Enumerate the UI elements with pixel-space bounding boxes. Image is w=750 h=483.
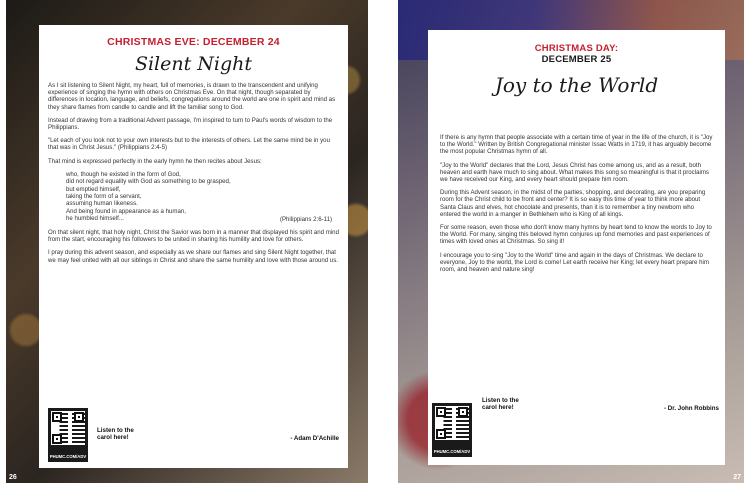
- page-number: 27: [733, 474, 741, 481]
- poem-line: who, though he existed in the form of God,: [66, 170, 181, 178]
- page-kicker: [428, 43, 725, 65]
- poem-line: but emptied himself,: [66, 185, 121, 193]
- left-page: [6, 0, 368, 483]
- qr-url: PHUMC.COM/ADV: [433, 449, 471, 454]
- poem-line: And being found in appearance as a human,: [66, 207, 186, 215]
- kicker-line: DECEMBER 25: [541, 54, 612, 65]
- paragraph: For some reason, even those who don't know many hymns by heart tend to know the words to Joy to the World. For many, singing this beloved hymn conjures up fond memories and past experiences of times with loved ones at Christmas. So sing it!: [440, 224, 712, 246]
- article-body: [48, 82, 340, 270]
- listen-callout: [482, 397, 519, 411]
- kicker-line: CHRISTMAS DAY:: [534, 43, 619, 54]
- right-content-card: [428, 30, 725, 465]
- qr-code[interactable]: [48, 408, 88, 462]
- paragraph: During this Advent season, in the midst of the parties, shopping, and decorating, are you preparing room for the Christ child to be front and center? It is so easy this time of year to think more about Santa Claus and elves, hot chocolate and presents, than it is to remember a tiny newborn who entered the world in a manger in Bethlehem who is King of all kings.: [440, 189, 706, 218]
- qr-finder-icon: [458, 407, 468, 417]
- qr-finder-icon: [436, 429, 446, 439]
- listen-line: Listen to the: [482, 397, 519, 404]
- qr-url: PHUMC.COM/ADV: [49, 454, 87, 459]
- hymn-title: Joy to the World: [494, 73, 659, 97]
- author-signature: - Dr. John Robbins: [664, 405, 719, 412]
- paragraph: Instead of drawing from a traditional Advent passage, I'm inspired to turn to Paul's words of wisdom to the Philippians.: [48, 116, 333, 132]
- poem-line: he humbled himself...: [66, 215, 124, 223]
- qr-finder-icon: [436, 407, 446, 417]
- paragraph: On that silent night, that holy night, Christ the Savior was born in a manner that displayed his spirit and mind from the start, encouraging his followers to be united in sharing his humility and love for others.: [48, 229, 339, 244]
- right-page: [398, 0, 744, 483]
- qr-finder-icon: [52, 412, 62, 422]
- paragraph: As I sit listening to Silent Night, my heart, full of memories, is drawn to the transcendent and unifying experience of singing the hymn with others on Christmas Eve. On that night, though separated by differences in location, language, and beliefs, congregations around the world are one in spirit and mind as they share flames from candle to candle and lift the familiar song to God.: [48, 82, 336, 111]
- paragraph: If there is any hymn that people associate with a certain time of year in the life of the church, it is "Joy to the World." Written by British Congregational minister Issac Watts in 1719, it has arguably become the most popular Christmas hymn of all.: [440, 134, 713, 156]
- page-number: 26: [9, 474, 17, 481]
- poem-citation: (Philippians 2:6-11): [279, 215, 332, 223]
- left-content-card: [39, 25, 348, 468]
- poem-line: taking the form of a servant,: [66, 193, 142, 201]
- listen-line: carol here!: [97, 434, 129, 441]
- article-body: [440, 134, 716, 279]
- paragraph: I pray during this advent season, and especially as we share our flames and sing Silent Night together, that we may feel united with all our siblings in Christ and share the same humility and love with those around us.: [48, 249, 338, 264]
- scripture-poem: [48, 171, 340, 223]
- qr-finder-icon: [52, 434, 62, 444]
- paragraph: "Let each of you look not to your own interests but to the interests of others. Let the same mind be in you that was in Christ Jesus." (Philippians 2:4-5): [48, 137, 330, 152]
- listen-line: carol here!: [482, 404, 514, 411]
- paragraph: "Joy to the World" declares that the Lord, Jesus Christ has come among us, and as a result, both heaven and earth have much to sing about. What makes this song so meaningful is that it proclaims we have received our King, and every heart should prepare him room.: [440, 161, 709, 184]
- poem-line: did not regard equality with God as something to be grasped,: [66, 178, 231, 186]
- listen-callout: [97, 427, 134, 441]
- paragraph: That mind is expressed perfectly in the early hymn he then recites about Jesus:: [48, 157, 262, 165]
- hymn-title: Silent Night: [134, 53, 253, 75]
- poem-line: assuming human likeness.: [66, 200, 138, 208]
- listen-line: Listen to the: [97, 427, 134, 434]
- page-kicker: CHRISTMAS EVE: DECEMBER 24: [107, 36, 280, 48]
- qr-finder-icon: [74, 412, 84, 422]
- paragraph: I encourage you to sing "Joy to the World" time and again in the days of Christmas. We declare to everyone, Joy to the world, the Lord is come! Let earth receive her King; let every heart prepare him room, and heaven and nature sing!: [440, 251, 709, 274]
- author-signature: - Adam D'Achille: [290, 435, 339, 442]
- qr-code[interactable]: [432, 403, 472, 457]
